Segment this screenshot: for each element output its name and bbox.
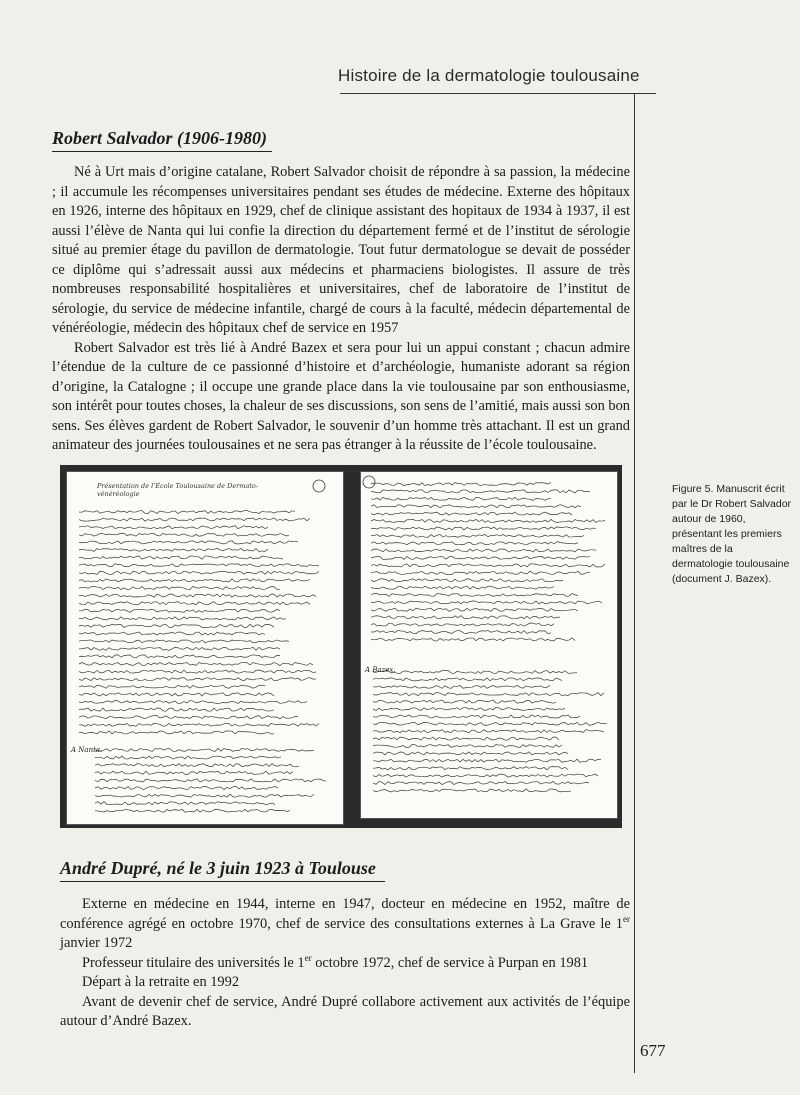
manuscript-figure (60, 465, 622, 828)
section-heading-dupre: André Dupré, né le 3 juin 1923 à Toulouse (60, 858, 376, 878)
paragraph: Né à Urt mais d’origine catalane, Robert Salvador choisit de répondre à sa passion, la médecine ; il accumule les récompenses universitaires pendant ses études de médecine. Externe des hôpitaux en 1926, interne des hôpitaux en 1929, chef de clinique assistant des hopitaux de 1934 à 1937, il est aussi l’élève de Nanta qui lui confie la direction du département fermé et de l’institut de sérologie situé au premier étage du pavillon de dermatologie. Tout futur dermatologue se devait de posséder ce diplôme qui s’adressait aussi aux médecins et pharmaciens biologistes. Il assure de très nombreuses responsabilité hospitalières et universitaires, chef de laboratoire de l’institut de sérologie, du service de médecine infantile, chargé de cours à la faculté, médecin départemental de vénéréologie, médecin des hôpitaux chef de service en 1957 (52, 164, 630, 336)
paragraph: Externe en médecine en 1944, interne en 1947, docteur en médecine en 1952, maître de conférence agrégé en octobre 1970, chef de service des consultations externes à La Grave le 1er janvier 1972 (60, 896, 630, 951)
handwriting-right (361, 472, 617, 818)
manuscript-page-left (66, 471, 344, 825)
paragraph: Avant de devenir chef de service, André Dupré collabore activement aux activités de l’équipe autour d’André Bazex. (60, 993, 630, 1029)
running-header: Histoire de la dermatologie toulousaine (338, 66, 640, 85)
paragraph: Robert Salvador est très lié à André Bazex et sera pour lui un appui constant ; chacun admire l’étendue de la culture de ce passionné d’histoire et d’archéologie, humaniste adorant sa région d’origine, la Catalogne ; il occupe une grande place dans la vie toulousaine par son enthousiasme, son intérêt pour toutes choses, la chaleur de ses discussions, son sens de l’amitié, mais aussi son bon sens. Ses élèves gardent de Robert Salvador, le souvenir d’un homme très attachant. Il est un grand animateur des journées toulousaines et ne sera pas étranger à la réussite de l’école toulousaine. (52, 339, 630, 453)
heading-underline (60, 881, 385, 882)
margin-note-bazex: A Bazex. (365, 666, 396, 674)
handwriting-left (67, 472, 343, 824)
manuscript-title: Présentation de l’École Toulousaine de Dermato-vénéréologie (97, 482, 259, 498)
header-rule (340, 93, 656, 94)
manuscript-page-right (360, 471, 618, 819)
margin-note-nanta: A Nanta. (71, 746, 103, 754)
figure-caption: Figure 5. Manuscrit écrit par le Dr Robert Salvador autour de 1960, présentant les premiers maîtres de la dermatologie toulousaine (document J. Bazex). (672, 483, 792, 585)
section-heading-salvador: Robert Salvador (1906-1980) (52, 128, 267, 148)
page-number: 677 (640, 1041, 666, 1060)
paragraph: Départ à la retraite en 1992 (82, 974, 240, 990)
dupre-body (60, 895, 630, 1032)
column-rule (634, 93, 635, 1073)
paragraph: Professeur titulaire des universités le 1er octobre 1972, chef de service à Purpan en 1981 (82, 952, 589, 971)
heading-underline (52, 151, 272, 152)
salvador-body (52, 163, 630, 456)
